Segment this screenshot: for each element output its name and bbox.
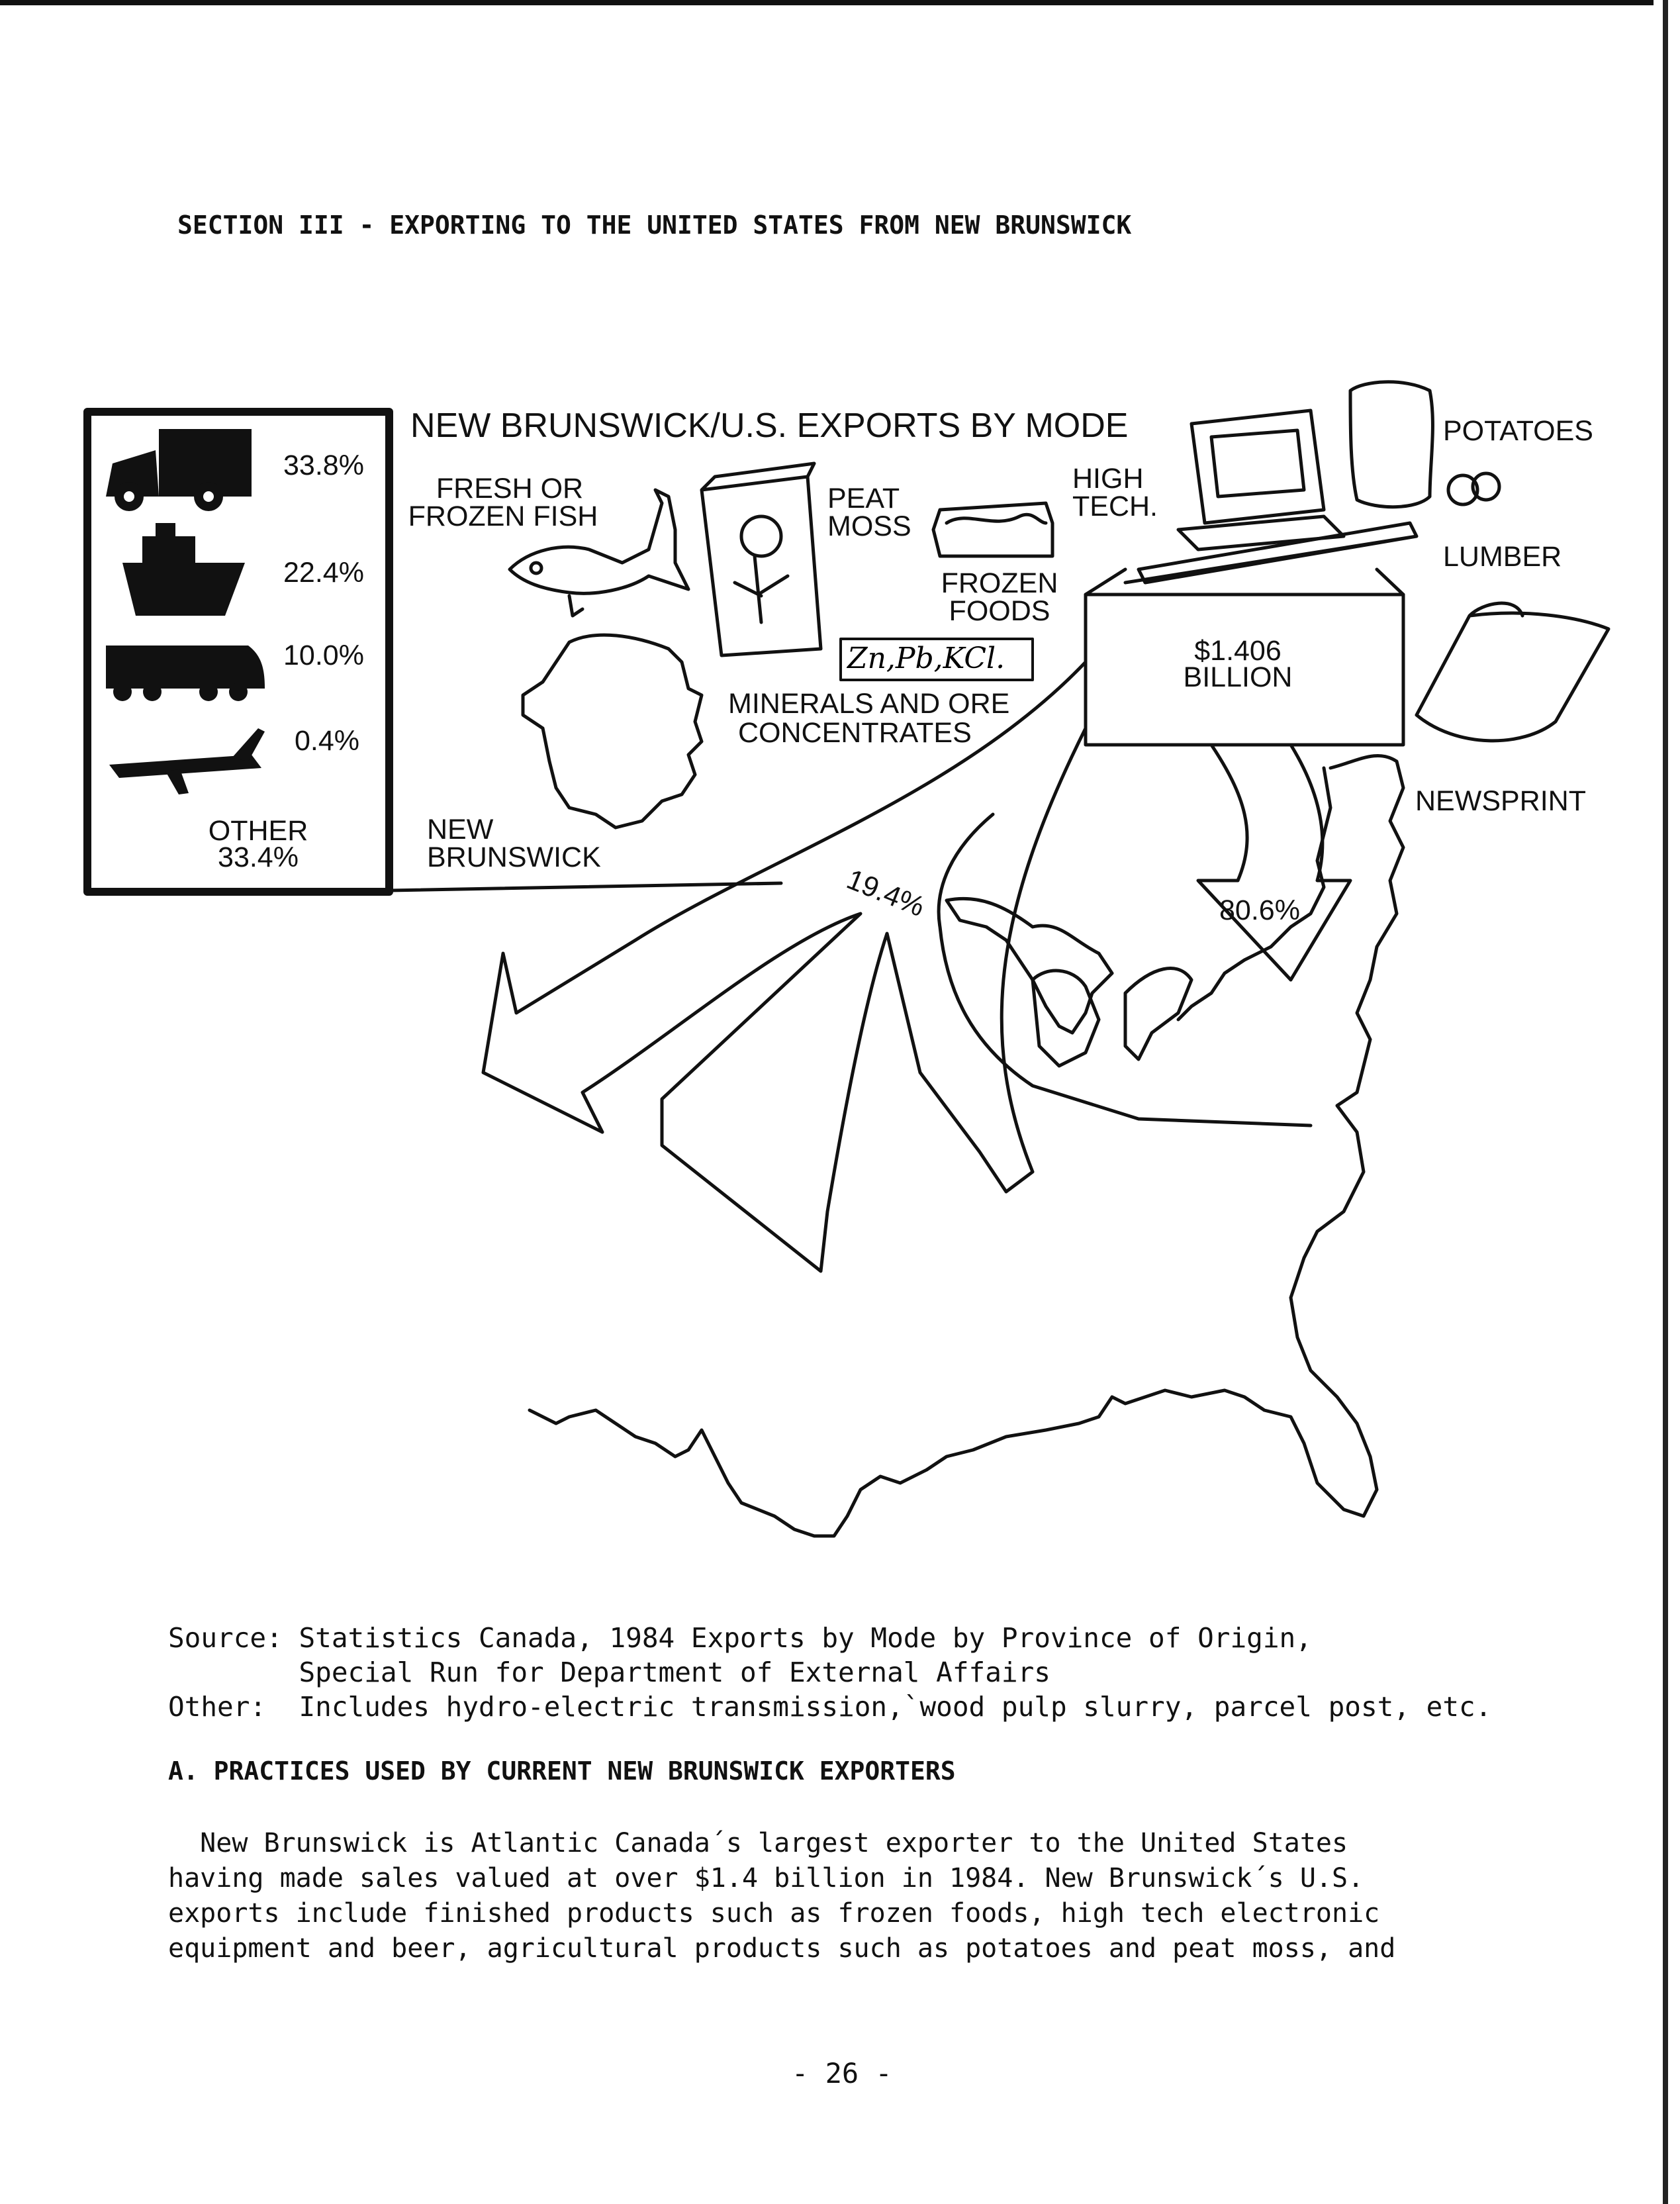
earth-curve [939, 814, 1311, 1126]
minerals-label-1: MINERALS AND ORE [728, 688, 1010, 720]
total-box-flap-right [1377, 569, 1403, 595]
mode-other-share: 33.4% [218, 841, 299, 873]
connector-line [389, 883, 781, 890]
share-east: 80.6% [1219, 894, 1300, 926]
total-value-2: BILLION [1183, 661, 1293, 693]
fish-eye [531, 563, 541, 573]
paragraph-line: exports include finished products such as frozen foods, high tech electronic [168, 1898, 1380, 1929]
lumber-label: LUMBER [1443, 541, 1562, 573]
peat-label-2: MOSS [827, 510, 911, 542]
canada-border [1178, 768, 1330, 1020]
newsprint-label: NEWSPRINT [1415, 785, 1586, 817]
lumber-planks [1125, 523, 1417, 583]
subheading: A. PRACTICES USED BY CURRENT NEW BRUNSWICK EXPORTERS [168, 1756, 956, 1786]
mode-air-share: 0.4% [295, 725, 360, 757]
truck-icon [106, 429, 252, 511]
potatoes-sack [1350, 382, 1432, 507]
mode-ship-share: 22.4% [283, 557, 364, 589]
new-brunswick-shape [523, 635, 702, 828]
newsprint-roll [1417, 603, 1609, 741]
source-note: Source: Statistics Canada, 1984 Exports by Mode by Province of Origin, Special Run for Department of External Affairs Other: Includes hydro-electric transmission,`wood pulp slurry, parcel post, etc. [168, 1622, 1492, 1723]
frozen-foods-tray [933, 503, 1052, 556]
minerals-symbols: Zn,Pb,KCl. [847, 642, 1005, 675]
frozen-label-1: FROZEN [941, 567, 1058, 599]
mode-truck-share: 33.8% [283, 450, 364, 481]
section-title: SECTION III - EXPORTING TO THE UNITED STATES FROM NEW BRUNSWICK [177, 211, 1132, 240]
west-arrow [483, 662, 1086, 1271]
paragraph-line: New Brunswick is Atlantic Canada´s largest exporter to the United States [168, 1828, 1348, 1858]
peat-label-1: PEAT [827, 483, 900, 514]
train-icon [106, 646, 265, 701]
figure-title: NEW BRUNSWICK/U.S. EXPORTS BY MODE [410, 407, 1129, 445]
body-paragraph [168, 1826, 1525, 1966]
peat-moss-bale [702, 463, 821, 655]
frozen-label-2: FOODS [949, 595, 1050, 627]
fish-label-1: FRESH OR [436, 473, 584, 504]
page-number: - 26 - [792, 2057, 892, 2089]
lake-michigan [1033, 971, 1099, 1066]
paragraph-line: having made sales valued at over $1.4 billion in 1984. New Brunswick´s U.S. [168, 1863, 1364, 1893]
computer-monitor [1191, 410, 1324, 523]
province-label-2: BRUNSWICK [427, 841, 601, 873]
mode-train-share: 10.0% [283, 640, 364, 671]
ship-icon [122, 523, 245, 616]
total-value-1: $1.406 [1194, 635, 1282, 667]
fish-label-2: FROZEN FISH [408, 501, 598, 532]
great-lakes [947, 898, 1112, 1033]
hightech-label-1: HIGH [1072, 463, 1144, 495]
paragraph-line: equipment and beer, agricultural products such as potatoes and peat moss, and [168, 1933, 1396, 1964]
hightech-label-2: TECH. [1072, 491, 1158, 522]
airplane-icon [109, 728, 265, 794]
total-box-flap-left [1086, 569, 1125, 595]
share-west: 19.4% [842, 863, 929, 924]
province-label-1: NEW [427, 814, 494, 845]
minerals-label-2: CONCENTRATES [738, 717, 972, 749]
lake-erie [1125, 969, 1191, 1059]
mode-other-label: OTHER [208, 815, 308, 847]
potatoes-label: POTATOES [1443, 415, 1593, 447]
fish-fin [569, 596, 583, 616]
